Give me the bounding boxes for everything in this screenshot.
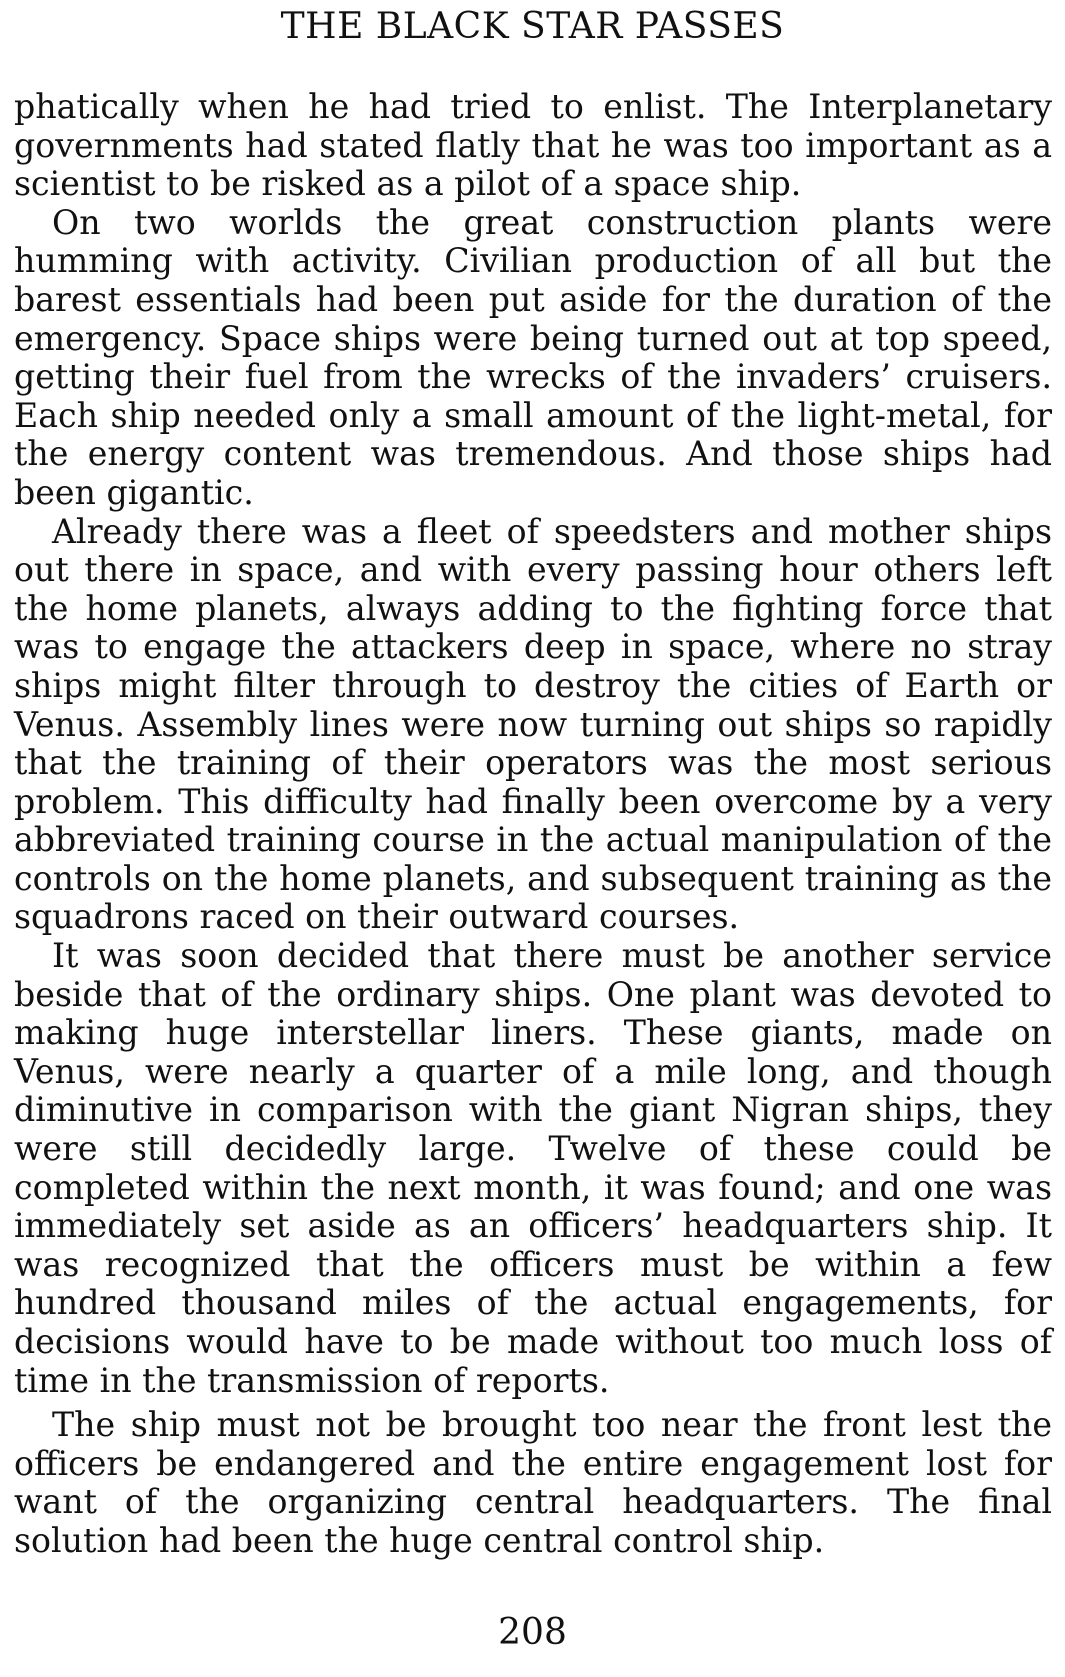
running-head: THE BLACK STAR PASSES: [280, 6, 785, 47]
page-number: 208: [498, 1612, 567, 1653]
paragraph-4: It was soon decided that there must be another service beside that of the ordinary ships. One plant was devoted to making huge interstellar liners. These giants, made on Venus, were nearly a quarter of a mile long, and though diminutive in comparison with the giant Nigran ships, they were still decidedly large. Twelve of these could be completed within the next month, it was found; and one was immediately set aside as an officers’ headquarters ship. It was recognized that the officers must be within a few hundred thousand miles of the actual engagements, for decisions would have to be made without too much loss of time in the transmission of reports.: [14, 936, 1052, 1400]
paragraph-5: The ship must not be brought too near the front lest the officers be endangered and the entire engagement lost for want of the organizing central headquarters. The final solution had been the huge central control ship.: [14, 1405, 1052, 1560]
paragraph-1: phatically when he had tried to enlist. The Interplanetary governments had stated flatly that he was too important as a scientist to be risked as a pilot of a space ship.: [14, 87, 1052, 204]
paragraph-2: On two worlds the great construction plants were humming with activity. Civilian production of all but the barest essentials had been put aside for the duration of the emergency. Space ships were being turned out at top speed, getting their fuel from the wrecks of the invaders’ cruisers. Each ship needed only a small amount of the light-metal, for the energy content was tremendous. And those ships had been gigantic.: [14, 202, 1052, 512]
body-text: [14, 88, 1052, 1561]
paragraph-3: Already there was a fleet of speedsters and mother ships out there in space, and with every passing hour others left the home planets, always adding to the fighting force that was to engage the attackers deep in space, where no stray ships might filter through to destroy the cities of Earth or Venus. Assembly lines were now turning out ships so rapidly that the training of their operators was the most serious problem. This difficulty had finally been overcome by a very abbreviated training course in the actual manipulation of the controls on the home planets, and subsequent training as the squadrons raced on their outward courses.: [14, 511, 1052, 937]
